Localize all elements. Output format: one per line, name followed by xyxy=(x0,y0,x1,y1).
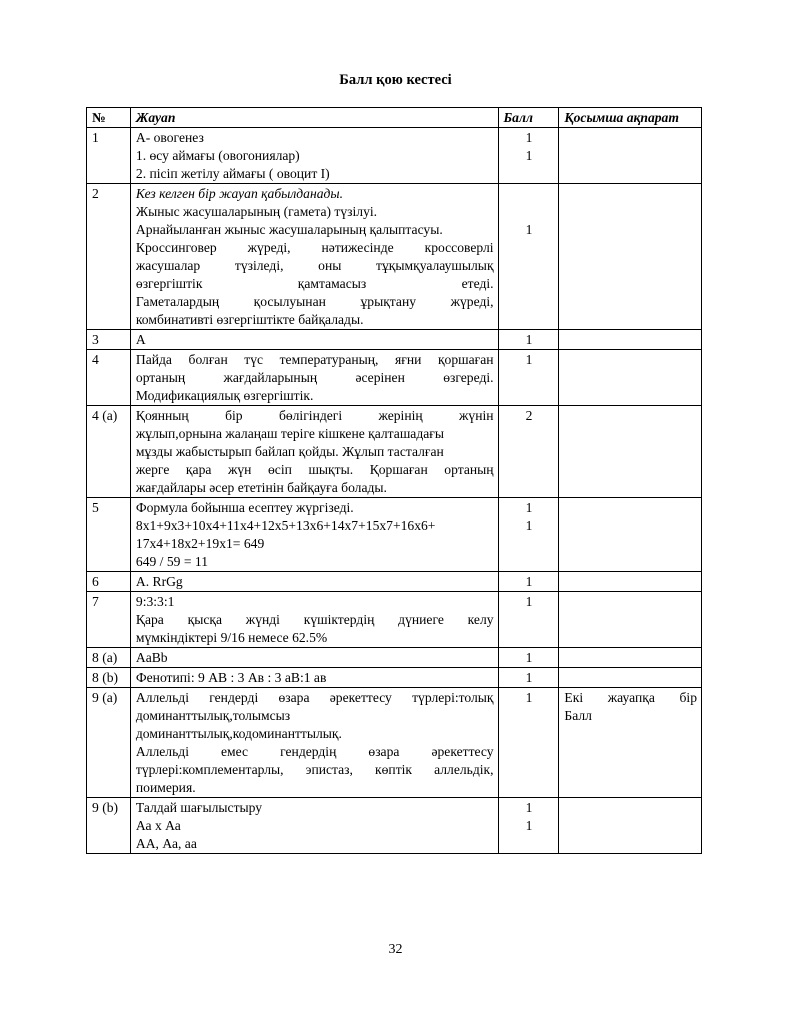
table-row xyxy=(87,184,702,330)
answer-line: Кез келген бір жауап қабылданады. xyxy=(135,186,343,201)
answer-line: мүмкіндіктері 9/16 немесе 62.5% xyxy=(135,630,328,645)
row-answer xyxy=(130,668,498,688)
answer-line: 2. пісіп жетілу аймағы ( овоцит І) xyxy=(135,166,330,181)
answer-line: Аллельді емес гендердің өзара әрекеттесу xyxy=(135,744,494,759)
row-number: 8 (b) xyxy=(87,668,131,688)
answer-line: Қара қысқа жүнді күшіктердің дүниеге келу xyxy=(135,612,494,627)
score-value: 1 xyxy=(525,690,533,705)
answer-line: жерге қара жүн өсіп шықты. Қоршаған ортаның xyxy=(135,462,494,477)
row-score xyxy=(498,350,559,406)
answer-line: Формула бойынша есептеу жүргізеді. xyxy=(135,500,354,515)
answer-line: Гаметалардың қосылуынан ұрықтану жүреді, xyxy=(135,294,494,309)
row-number: 3 xyxy=(87,330,131,350)
row-number: 4 (a) xyxy=(87,406,131,498)
row-answer xyxy=(130,498,498,572)
row-extra xyxy=(559,406,702,498)
answer-line: A. RrGg xyxy=(135,574,183,589)
row-extra xyxy=(559,128,702,184)
score-value: 1 xyxy=(525,500,533,515)
table-row xyxy=(87,350,702,406)
header-answer: Жауап xyxy=(130,108,498,128)
page-title: Балл қою кестесі xyxy=(339,72,452,88)
row-extra xyxy=(559,798,702,854)
score-value: 1 xyxy=(525,148,533,163)
row-score xyxy=(498,688,559,798)
answer-line: А xyxy=(135,332,146,347)
row-score xyxy=(498,592,559,648)
answer-line: поимерия. xyxy=(135,780,196,795)
row-score xyxy=(498,648,559,668)
answer-line: мұзды жабыстырып байлап қойды. Жұлып тасталған xyxy=(135,444,444,459)
answer-line: Талдай шағылыстыру xyxy=(135,800,263,815)
row-extra xyxy=(559,572,702,592)
row-score xyxy=(498,406,559,498)
row-answer xyxy=(130,798,498,854)
answer-line: Аллельді гендерді өзара әрекеттесу түрлері:толық xyxy=(135,690,494,705)
answer-line: Аа х Аа xyxy=(135,818,181,833)
score-value: 1 xyxy=(525,332,533,347)
answer-line: жағдайлары әсер ететінін байқауға болады. xyxy=(135,480,387,495)
answer-line: Кроссинговер жүреді, нәтижесінде кроссоверлі xyxy=(135,240,494,255)
row-extra xyxy=(559,592,702,648)
row-score xyxy=(498,184,559,330)
table-row xyxy=(87,798,702,854)
row-score xyxy=(498,572,559,592)
table-row xyxy=(87,668,702,688)
row-score xyxy=(498,330,559,350)
row-score xyxy=(498,498,559,572)
table-row xyxy=(87,406,702,498)
row-score xyxy=(498,798,559,854)
row-answer xyxy=(130,688,498,798)
answer-line: Қоянның бір бөлігіндегі жерінің жүнін xyxy=(135,408,494,423)
row-extra xyxy=(559,688,702,798)
row-score xyxy=(498,668,559,688)
answer-line: AaBb xyxy=(135,650,168,665)
row-answer xyxy=(130,648,498,668)
score-table xyxy=(86,107,702,854)
row-number: 7 xyxy=(87,592,131,648)
answer-line: Жыныс жасушаларының (гамета) түзілуі. xyxy=(135,204,378,219)
score-value: 1 xyxy=(525,130,533,145)
answer-line: Арнайыланған жыныс жасушаларының қалыптасуы. xyxy=(135,222,443,237)
answer-line: Модификациялық өзгергіштік. xyxy=(135,388,314,403)
table-row xyxy=(87,572,702,592)
answer-line: А- овогенез xyxy=(135,130,204,145)
row-answer xyxy=(130,350,498,406)
row-answer xyxy=(130,128,498,184)
row-number: 2 xyxy=(87,184,131,330)
row-answer xyxy=(130,184,498,330)
table-row xyxy=(87,330,702,350)
score-value: 1 xyxy=(525,650,533,665)
score-value: 1 xyxy=(525,352,533,367)
answer-line: 1. өсу аймағы (овогониялар) xyxy=(135,148,300,163)
answer-line: ортаның жағдайларының әсерінен өзгереді. xyxy=(135,370,494,385)
row-extra xyxy=(559,498,702,572)
score-value: 2 xyxy=(525,408,533,423)
header-number: № xyxy=(87,108,131,128)
table-row xyxy=(87,592,702,648)
answer-line: 17х4+18х2+19х1= 649 xyxy=(135,536,265,551)
row-score xyxy=(498,128,559,184)
score-value: 1 xyxy=(525,222,533,237)
answer-line: 8х1+9х3+10х4+11х4+12х5+13х6+14х7+15х7+16х6+ xyxy=(135,518,436,533)
header-score: Балл xyxy=(498,108,559,128)
score-value: 1 xyxy=(525,670,533,685)
answer-line: Пайда болған түс температураның, яғни қоршаған xyxy=(135,352,494,367)
answer-line: 649 / 59 = 11 xyxy=(135,554,209,569)
answer-line: жасушалар түзіледі, оны тұқымқуалаушылық xyxy=(135,258,494,273)
row-number: 4 xyxy=(87,350,131,406)
header-extra: Қосымша ақпарат xyxy=(559,108,702,128)
score-value: 1 xyxy=(525,818,533,833)
row-extra xyxy=(559,184,702,330)
score-value xyxy=(504,203,555,221)
score-value: 1 xyxy=(525,574,533,589)
table-row xyxy=(87,128,702,184)
score-value: 1 xyxy=(525,518,533,533)
answer-line: Фенотипі: 9 АВ : 3 Ав : 3 аВ:1 ав xyxy=(135,670,327,685)
row-number: 9 (b) xyxy=(87,798,131,854)
table-row xyxy=(87,648,702,668)
answer-line: түрлері:комплементарлы, эпистаз, көптік аллельдік, xyxy=(135,762,494,777)
score-value: 1 xyxy=(525,594,533,609)
row-answer xyxy=(130,406,498,498)
score-value: 1 xyxy=(525,800,533,815)
extra-line: Екі жауапқа бір xyxy=(564,690,697,705)
extra-line: Балл xyxy=(564,708,592,723)
row-extra xyxy=(559,668,702,688)
answer-line: доминанттылық,кодоминанттылық. xyxy=(135,726,342,741)
answer-line: комбинативті өзгергіштікте байқалады. xyxy=(135,312,364,327)
answer-line: 9:3:3:1 xyxy=(135,594,175,609)
table-row xyxy=(87,688,702,798)
row-number: 1 xyxy=(87,128,131,184)
answer-line: өзгергіштік қамтамасыз етеді. xyxy=(135,276,494,291)
table-header-row xyxy=(87,108,702,128)
page-number: 32 xyxy=(388,942,403,957)
answer-line: жұлып,орнына жалаңаш теріге кішкене қалташадағы xyxy=(135,426,444,441)
row-extra xyxy=(559,330,702,350)
row-extra xyxy=(559,648,702,668)
row-answer xyxy=(130,572,498,592)
row-number: 5 xyxy=(87,498,131,572)
row-number: 9 (a) xyxy=(87,688,131,798)
row-answer xyxy=(130,330,498,350)
row-extra xyxy=(559,350,702,406)
row-answer xyxy=(130,592,498,648)
answer-line: АА, Аа, аа xyxy=(135,836,197,851)
score-value xyxy=(504,185,555,203)
answer-line: доминанттылық,толымсыз xyxy=(135,708,291,723)
table-row xyxy=(87,498,702,572)
row-number: 6 xyxy=(87,572,131,592)
row-number: 8 (a) xyxy=(87,648,131,668)
